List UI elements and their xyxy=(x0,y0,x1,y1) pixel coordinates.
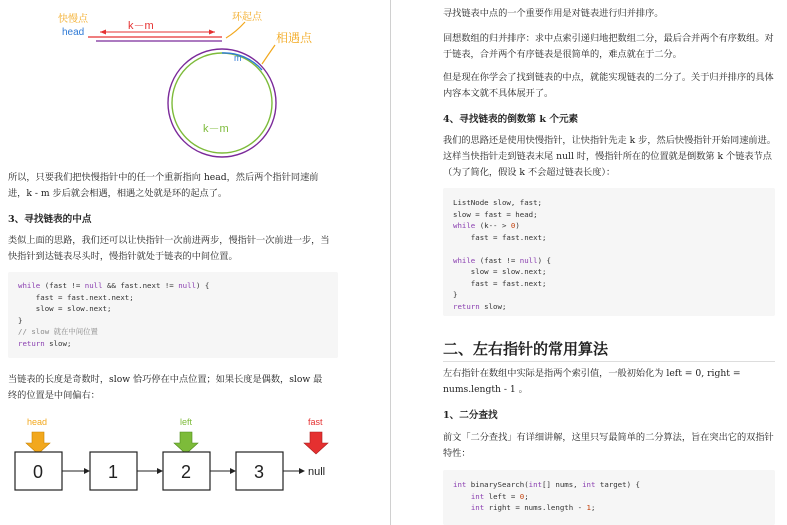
cycle-ring-purple xyxy=(168,49,276,157)
code-block: ListNode slow, fast; slow = fast = head; while (k-- > 0) fast = fast.next; while (fast != null) { slow = slow.next; fast = fast.next; } return slow; xyxy=(443,188,775,316)
arrowhead xyxy=(157,468,163,474)
left-page xyxy=(0,0,387,525)
paragraph: 类似上面的思路，我们还可以让快指针一次前进两步，慢指针一次前进一步，当快指针到达链表尽头时，慢指针就处于链表的中间位置。 xyxy=(8,235,330,262)
section-heading: 4、寻找链表的倒数第 k 个元素 xyxy=(443,114,579,125)
page-divider xyxy=(390,0,391,525)
cycle-diagram xyxy=(0,0,387,168)
paragraph: 回想数组的归并排序：求中点索引递归地把数组二分，最后合并两个有序数组。对于链表，合并两个有序链表是很简单的，难点就在于二分。 xyxy=(443,33,774,60)
head-pointer-icon xyxy=(26,432,50,454)
cycle-start-arrow xyxy=(226,22,245,38)
paragraph: 当链表的长度是奇数时，slow 恰巧停在中点位置；如果长度是偶数，slow 最终的位置是中间偏右： xyxy=(8,374,323,401)
code-block: while (fast != null && fast.next != null) { fast = fast.next.next; slow = slow.next; } // slow 就在中间位置 return slow; xyxy=(8,272,338,358)
section-heading: 3、寻找链表的中点 xyxy=(8,214,92,225)
fast-label: fast xyxy=(308,417,323,427)
section-heading: 1、二分查找 xyxy=(443,410,498,421)
left-pointer-icon xyxy=(174,432,198,454)
paragraph: 寻找链表中点的一个重要作用是对链表进行归并排序。 xyxy=(443,8,664,19)
node-value: 3 xyxy=(253,462,265,482)
linked-list-diagram xyxy=(0,414,387,524)
arrowhead xyxy=(299,468,305,474)
arrowhead xyxy=(230,468,236,474)
cycle-ring-green xyxy=(172,53,272,153)
arrowhead-left xyxy=(100,30,106,35)
label-k-minus-m-ring: k－m xyxy=(203,123,229,135)
label-head: head xyxy=(62,27,85,38)
null-label: null xyxy=(308,466,326,478)
arrowhead-right xyxy=(209,30,215,35)
right-page xyxy=(395,0,787,525)
head-label: head xyxy=(27,417,48,427)
title-underline xyxy=(443,361,775,362)
arrowhead xyxy=(84,468,90,474)
label-k-minus-m-top: k－m xyxy=(128,20,154,32)
paragraph: 左右指针在数组中实际是指两个索引值，一般初始化为 left = 0, right = nums.length - 1 。 xyxy=(443,368,741,395)
node-value: 2 xyxy=(180,462,192,482)
label-m: m xyxy=(234,53,242,63)
fast-pointer-icon xyxy=(304,432,328,454)
meet-arrow xyxy=(262,45,275,64)
paragraph: 所以，只要我们把快慢指针中的任一个重新指向 head，然后两个指针同速前进，k - m 步后就会相遇，相遇之处就是环的起点了。 xyxy=(8,172,319,199)
paragraph: 前文「二分查找」有详细讲解，这里只写最简单的二分算法，旨在突出它的双指针特性： xyxy=(443,432,774,459)
label-fast-slow: 快慢点 xyxy=(58,14,88,25)
paragraph: 但是现在你学会了找到链表的中点，就能实现链表的二分了。关于归并排序的具体内容本文就不具体展开了。 xyxy=(443,72,774,99)
paragraph: 我们的思路还是使用快慢指针，让快指针先走 k 步，然后快慢指针开始同速前进。这样当快指针走到链表末尾 null 时，慢指针所在的位置就是倒数第 k 个链表节点（为了简化，假设 k 不会超过链表长度）： xyxy=(443,135,776,178)
section-title: 二、左右指针的常用算法 xyxy=(443,340,609,358)
label-cycle-start: 环起点 xyxy=(232,12,262,23)
node-value: 0 xyxy=(32,462,44,482)
label-meet: 相遇点 xyxy=(276,31,313,45)
node-value: 1 xyxy=(107,462,119,482)
left-label: left xyxy=(180,417,193,427)
code-block: int binarySearch(int[] nums, int target) { int left = 0; int right = nums.length - 1; xyxy=(443,470,775,525)
